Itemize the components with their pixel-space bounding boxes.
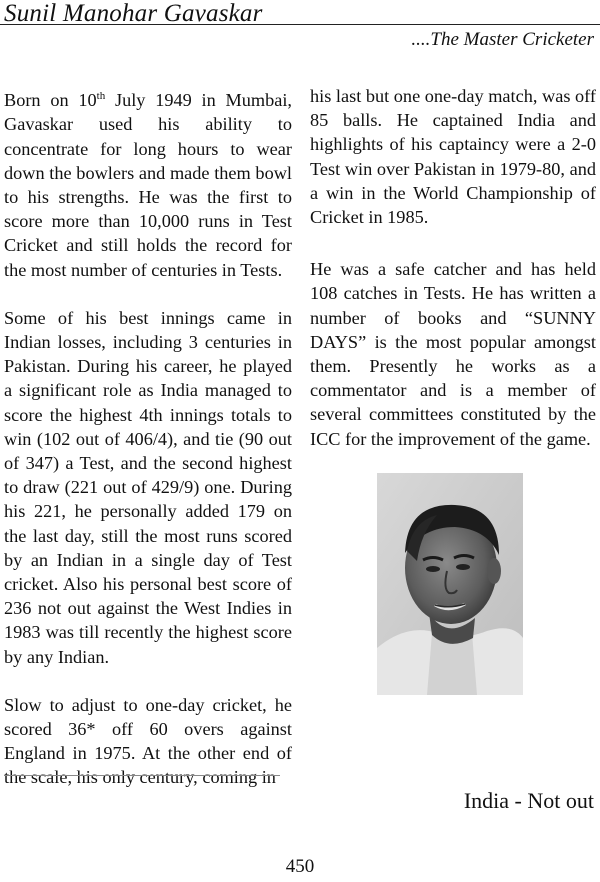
caption: India - Not out bbox=[463, 788, 594, 813]
paragraph-captaincy: his last but one one-day match, was off 85 balls. He captained India and highlights of his captaincy were a 2-0 Test win over Pakistan in 1979-80, and a win in the World Championship of Cricket in 1985. bbox=[310, 86, 597, 228]
ordinal-suffix: th bbox=[96, 90, 106, 102]
page-title: Sunil Manohar Gavaskar bbox=[4, 0, 263, 27]
paragraph-best-innings: Some of his best innings came in Indian losses, including 3 centuries in Pakistan. During his career, he played a significant role as India managed to score the highest 4th innings totals to win (102 out of 406/4), and tie (90 out of 347) a Test, and the second highest to draw (221 out of 429/9) one. During his 221, he personally added 179 on the last day, still the most runs scored by an Indian in a single day of Test cricket. Also his personal best score of 236 not out against the West Indies in 1983 was till recently the highest score by any Indian. bbox=[4, 307, 292, 667]
portrait-photo bbox=[377, 473, 523, 695]
footer-divider bbox=[4, 775, 280, 776]
left-column bbox=[4, 84, 292, 814]
paragraph-catches: He was a safe catcher and has held 108 catches in Tests. He has written a number of books and “SUNNY DAYS” is the most popular amongst them. Presently he works as a commentator and is a member of several committees constituted by the ICC for the improvement of the game. bbox=[310, 259, 596, 449]
paragraph-birth-rest: July 1949 in Mumbai, Gavaskar used his ability to concentrate for long hours to wear down the bowlers and made them bowl to his strengths. He was the first to score more than 10,000 runs in Test Cricket and still holds the record for the most number of centuries in Tests. bbox=[4, 90, 293, 280]
right-column bbox=[310, 84, 596, 475]
paragraph-birth bbox=[4, 84, 292, 282]
page-number: 450 bbox=[285, 856, 315, 877]
page-subtitle: ....The Master Cricketer bbox=[411, 29, 594, 50]
portrait-photo-icon bbox=[377, 473, 523, 695]
paragraph-one-day: Slow to adjust to one-day cricket, he scored 36* off 60 overs against England in 1975. At the other end of the scale, his only century, coming in bbox=[4, 694, 292, 788]
paragraph-birth-start: Born on 10 bbox=[4, 90, 97, 111]
header-divider bbox=[0, 24, 600, 25]
